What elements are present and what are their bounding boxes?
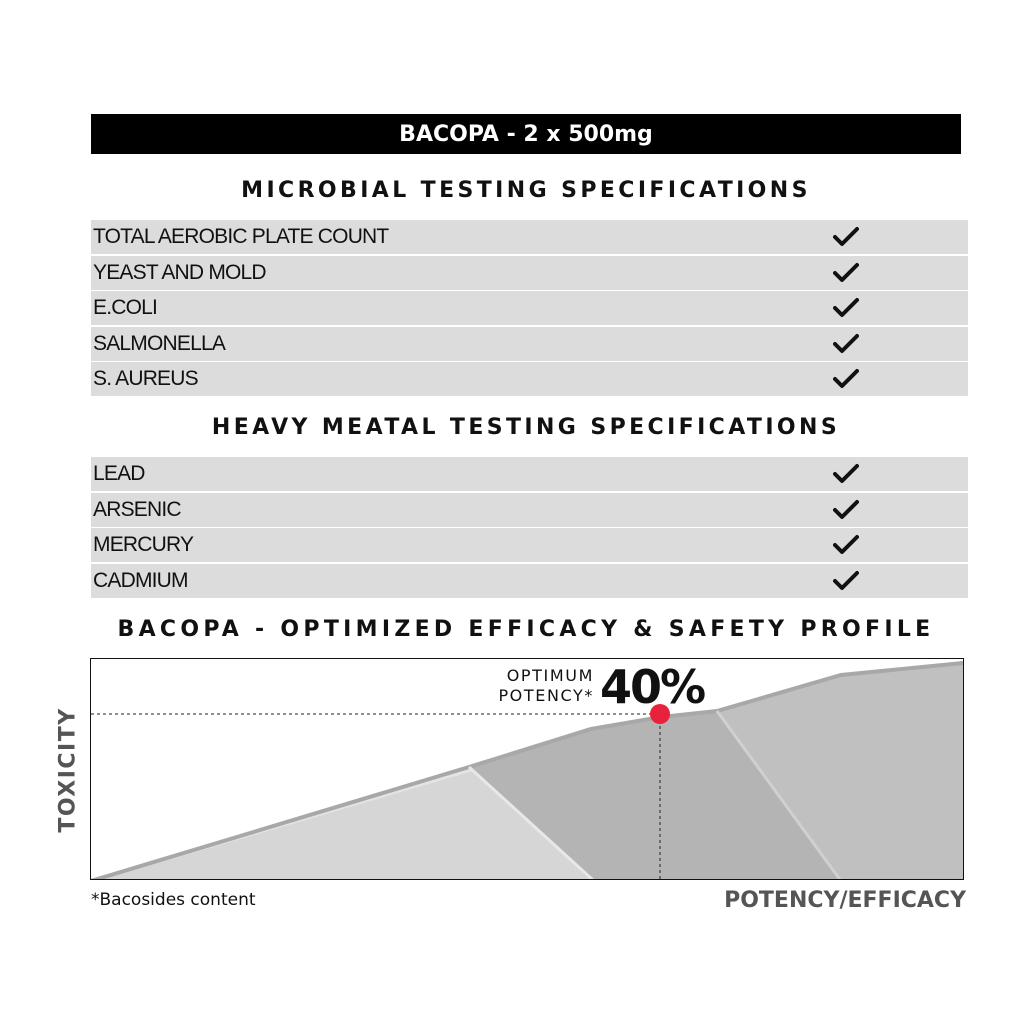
spec-label: LEAD	[93, 462, 145, 485]
spec-row	[91, 362, 968, 396]
product-title-bar	[91, 114, 961, 154]
check-icon	[833, 226, 859, 248]
y-axis-title: TOXICITY	[55, 707, 81, 833]
optimum-label-line2: POTENCY*	[498, 686, 594, 705]
optimum-label	[476, 666, 594, 706]
profile-heading: BACOPA - OPTIMIZED EFFICACY & SAFETY PROFILE	[117, 617, 935, 642]
spec-label: YEAST AND MOLD	[93, 260, 266, 284]
x-axis-title: POTENCY/EFFICACY	[724, 888, 966, 913]
microbial-heading: MICROBIAL TESTING SPECIFICATIONS	[241, 178, 811, 203]
spec-row	[91, 327, 968, 361]
check-icon	[833, 333, 859, 355]
spec-row	[91, 457, 968, 491]
spec-row	[91, 493, 968, 527]
spec-label: TOTAL AEROBIC PLATE COUNT	[93, 225, 389, 248]
check-icon	[833, 262, 859, 284]
spec-row	[91, 564, 968, 598]
product-title: BACOPA - 2 x 500mg	[399, 121, 653, 147]
check-icon	[833, 499, 859, 521]
check-icon	[833, 297, 859, 319]
spec-label: E.COLI	[93, 296, 158, 319]
footnote: *Bacosides content	[91, 890, 256, 910]
spec-label: MERCURY	[93, 533, 194, 556]
check-icon	[833, 570, 859, 592]
optimum-value: 40%	[600, 660, 705, 714]
check-icon	[833, 368, 859, 390]
spec-row	[91, 528, 968, 562]
heavy-metal-spec-list	[91, 457, 968, 599]
check-icon	[833, 463, 859, 485]
spec-label: CADMIUM	[93, 568, 188, 592]
heavy-metal-heading: HEAVY MEATAL TESTING SPECIFICATIONS	[211, 415, 841, 440]
check-icon	[833, 534, 859, 556]
optimum-label-line1: OPTIMUM	[506, 666, 594, 685]
spec-row	[91, 220, 968, 254]
spec-label: S. AUREUS	[93, 367, 198, 390]
spec-row	[91, 256, 968, 290]
spec-label: SALMONELLA	[93, 331, 226, 355]
spec-label: ARSENIC	[93, 497, 181, 521]
microbial-spec-list	[91, 220, 968, 398]
spec-row	[91, 291, 968, 325]
